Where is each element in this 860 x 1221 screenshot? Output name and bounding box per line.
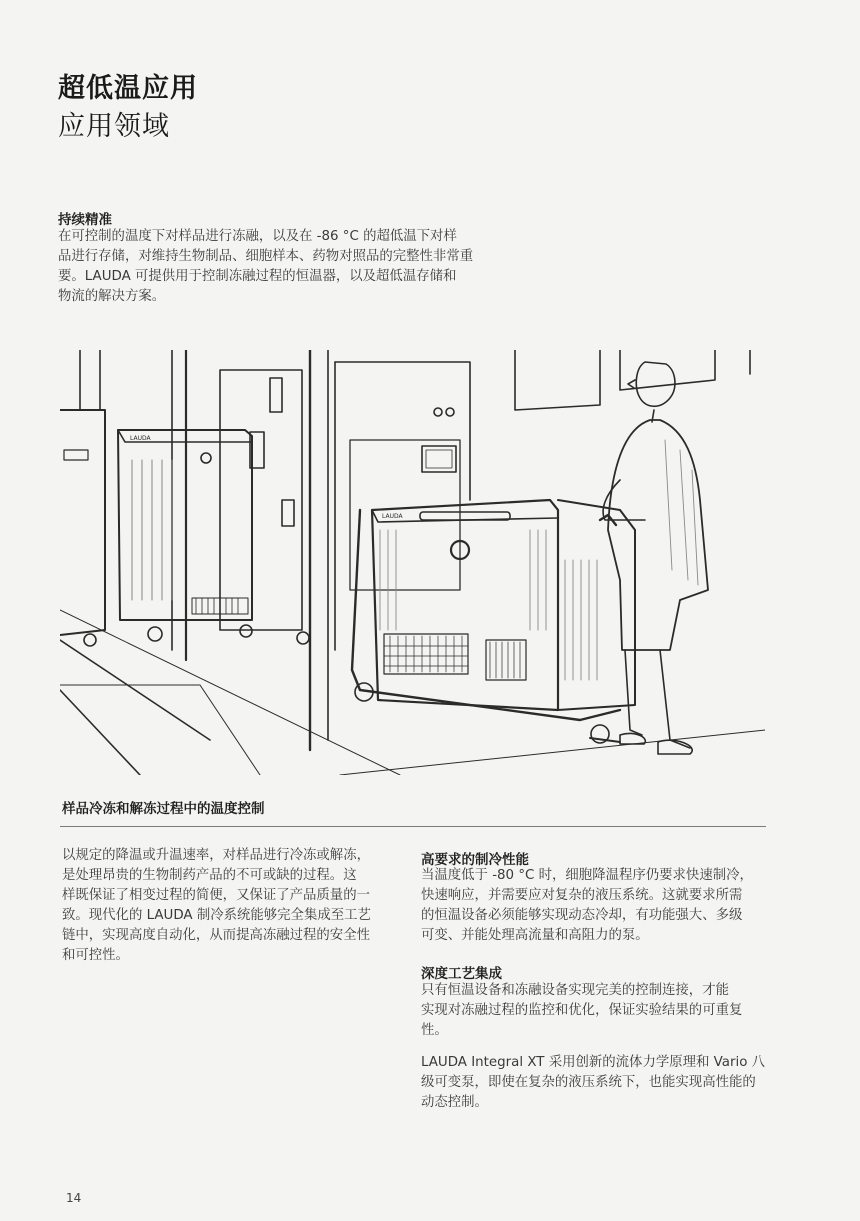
paragraph-line: 致。现代化的 LAUDA 制冷系统能够完全集成至工艺 [62, 908, 371, 923]
paragraph-line: 当温度低于 -80 °C 时，细胞降温程序仍要求快速制冷， [421, 868, 753, 883]
integral-xt-paragraph [421, 1053, 765, 1113]
paragraph-line: 可变、并能处理高流量和高阻力的泵。 [421, 928, 649, 943]
illustration-caption: 样品冷冻和解冻过程中的温度控制 [62, 801, 265, 817]
page-title: 超低温应用 [58, 73, 198, 104]
integration-paragraph [421, 981, 742, 1041]
paragraph-line: 样既保证了相变过程的简便，又保证了产品质量的一 [62, 888, 370, 903]
cart-unit-logo-text: LAUDA [382, 513, 403, 520]
paragraph-line: 品进行存储，对维持生物制品、细胞样本、药物对照品的完整性非常重 [58, 249, 474, 264]
section-heading-precision: 持续精准 [58, 212, 112, 228]
page-subtitle: 应用领域 [58, 111, 170, 142]
paragraph-line: 是处理昂贵的生物制药产品的不可或缺的过程。这 [62, 868, 357, 883]
cabinet-logo-text: LAUDA [130, 435, 151, 442]
paragraph-line: 性。 [421, 1023, 448, 1038]
paragraph-line: 级可变泵，即使在复杂的液压系统下，也能实现高性能的 [421, 1075, 756, 1090]
section-paragraph-precision [58, 227, 473, 307]
paragraph-line: 的恒温设备必须能够实现动态冷却，有功能强大、多级 [421, 908, 743, 923]
section-heading-cooling: 高要求的制冷性能 [421, 852, 529, 868]
section-heading-integration: 深度工艺集成 [421, 966, 502, 982]
paragraph-line: 以规定的降温或升温速率，对样品进行冷冻或解冻， [62, 848, 370, 863]
paragraph-line: 动态控制。 [421, 1095, 488, 1110]
paragraph-line: LAUDA Integral XT 采用创新的流体力学原理和 Vario 八 [421, 1055, 766, 1070]
paragraph-line: 链中，实现高度自动化，从而提高冻融过程的安全性 [62, 928, 370, 943]
cooling-paragraph [421, 866, 753, 946]
paragraph-line: 只有恒温设备和冻融设备实现完美的控制连接，才能 [421, 983, 729, 998]
paragraph-line: 在可控制的温度下对样品进行冻融，以及在 -86 °C 的超低温下对样 [58, 229, 457, 244]
paragraph-line: 物流的解决方案。 [58, 289, 166, 304]
paragraph-line: 快速响应，并需要应对复杂的液压系统。这就要求所需 [421, 888, 743, 903]
lab-sketch-illustration [60, 350, 765, 775]
page-number: 14 [66, 1191, 82, 1205]
paragraph-line: 和可控性。 [62, 948, 129, 963]
left-column-paragraph [62, 846, 371, 966]
paragraph-line: 实现对冻融过程的监控和优化，保证实验结果的可重复 [421, 1003, 743, 1018]
caption-divider [60, 826, 766, 827]
paragraph-line: 要。LAUDA 可提供用于控制冻融过程的恒温器，以及超低温存储和 [58, 269, 457, 284]
